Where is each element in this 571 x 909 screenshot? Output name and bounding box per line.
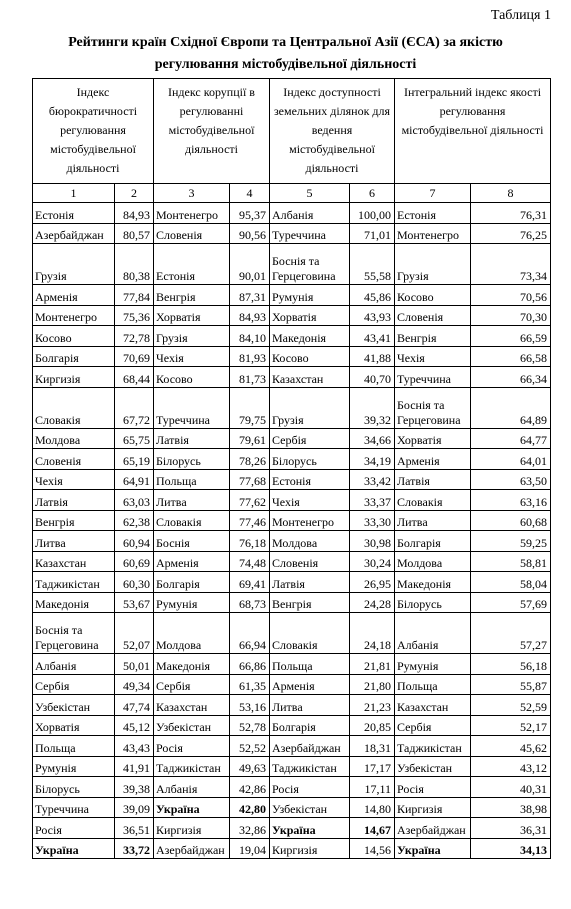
score-cell: 14,56 <box>350 838 395 859</box>
score-cell: 80,38 <box>115 244 154 285</box>
country-cell: Латвія <box>154 428 230 449</box>
country-cell: Туреччина <box>395 367 471 388</box>
table-row <box>33 797 551 818</box>
score-cell: 34,66 <box>350 428 395 449</box>
score-cell: 43,41 <box>350 326 395 347</box>
col-number: 1 <box>33 184 115 203</box>
score-cell: 47,74 <box>115 695 154 716</box>
country-cell: Естонія <box>270 469 350 490</box>
country-cell: Литва <box>33 531 115 552</box>
score-cell: 95,37 <box>230 203 270 224</box>
col-number: 7 <box>395 184 471 203</box>
table-row <box>33 223 551 244</box>
country-cell: Монтенегро <box>395 223 471 244</box>
col-number: 8 <box>471 184 551 203</box>
country-cell: Арменія <box>270 674 350 695</box>
country-cell: Туреччина <box>270 223 350 244</box>
country-cell: Болгарія <box>154 572 230 593</box>
col-number: 2 <box>115 184 154 203</box>
score-cell: 14,80 <box>350 797 395 818</box>
score-cell: 20,85 <box>350 715 395 736</box>
country-cell: Киргизія <box>270 838 350 859</box>
table-row <box>33 305 551 326</box>
score-cell: 64,01 <box>471 449 551 470</box>
country-cell: Україна <box>154 797 230 818</box>
score-cell: 41,91 <box>115 756 154 777</box>
country-cell: Грузія <box>395 244 471 285</box>
score-cell: 65,19 <box>115 449 154 470</box>
country-cell: Таджикістан <box>395 736 471 757</box>
score-cell: 14,67 <box>350 818 395 839</box>
country-cell: Хорватія <box>395 428 471 449</box>
country-cell: Словенія <box>33 449 115 470</box>
country-cell: Росія <box>270 777 350 798</box>
country-cell: Узбекістан <box>154 715 230 736</box>
score-cell: 60,68 <box>471 510 551 531</box>
country-cell: Македонія <box>270 326 350 347</box>
score-cell: 53,67 <box>115 592 154 613</box>
score-cell: 63,50 <box>471 469 551 490</box>
table-row <box>33 346 551 367</box>
score-cell: 30,24 <box>350 551 395 572</box>
score-cell: 63,16 <box>471 490 551 511</box>
score-cell: 30,98 <box>350 531 395 552</box>
score-cell: 68,73 <box>230 592 270 613</box>
score-cell: 79,61 <box>230 428 270 449</box>
country-cell: Македонія <box>33 592 115 613</box>
country-cell: Хорватія <box>270 305 350 326</box>
score-cell: 73,34 <box>471 244 551 285</box>
score-cell: 76,18 <box>230 531 270 552</box>
score-cell: 52,07 <box>115 613 154 654</box>
score-cell: 36,31 <box>471 818 551 839</box>
score-cell: 52,59 <box>471 695 551 716</box>
country-cell: Польща <box>33 736 115 757</box>
score-cell: 84,93 <box>230 305 270 326</box>
score-cell: 21,81 <box>350 654 395 675</box>
country-cell: Естонія <box>154 244 230 285</box>
country-cell: Венгрія <box>154 285 230 306</box>
score-cell: 67,72 <box>115 387 154 428</box>
country-cell: Польща <box>154 469 230 490</box>
score-cell: 70,30 <box>471 305 551 326</box>
score-cell: 42,86 <box>230 777 270 798</box>
score-cell: 52,17 <box>471 715 551 736</box>
country-cell: Венгрія <box>270 592 350 613</box>
score-cell: 76,25 <box>471 223 551 244</box>
table-row <box>33 326 551 347</box>
score-cell: 90,56 <box>230 223 270 244</box>
col-number: 4 <box>230 184 270 203</box>
score-cell: 45,86 <box>350 285 395 306</box>
country-cell: Косово <box>270 346 350 367</box>
country-cell: Литва <box>270 695 350 716</box>
country-cell: Литва <box>395 510 471 531</box>
country-cell: Румунія <box>154 592 230 613</box>
header-corruption: Індекс корупції в регулюванні містобудівельної діяльності <box>154 79 270 184</box>
country-cell: Азербайджан <box>395 818 471 839</box>
rating-table <box>32 78 551 859</box>
country-cell: Арменія <box>395 449 471 470</box>
score-cell: 77,84 <box>115 285 154 306</box>
country-cell: Венгрія <box>395 326 471 347</box>
title-line-2: регулювання містобудівельної діяльності <box>154 57 417 72</box>
score-cell: 66,59 <box>471 326 551 347</box>
country-cell: Грузія <box>154 326 230 347</box>
score-cell: 52,52 <box>230 736 270 757</box>
score-cell: 41,88 <box>350 346 395 367</box>
score-cell: 24,28 <box>350 592 395 613</box>
score-cell: 60,69 <box>115 551 154 572</box>
country-cell: Сербія <box>154 674 230 695</box>
country-cell: Косово <box>395 285 471 306</box>
score-cell: 75,36 <box>115 305 154 326</box>
country-cell: Узбекістан <box>395 756 471 777</box>
country-cell: Казахстан <box>154 695 230 716</box>
table-row <box>33 551 551 572</box>
table-row <box>33 674 551 695</box>
country-cell: Венгрія <box>33 510 115 531</box>
country-cell: Боснія та Герцеговина <box>33 613 115 654</box>
country-cell: Азербайджан <box>270 736 350 757</box>
country-cell: Словакія <box>395 490 471 511</box>
table-row <box>33 572 551 593</box>
score-cell: 19,04 <box>230 838 270 859</box>
table-row <box>33 838 551 859</box>
country-cell: Македонія <box>395 572 471 593</box>
score-cell: 84,10 <box>230 326 270 347</box>
score-cell: 72,78 <box>115 326 154 347</box>
country-cell: Литва <box>154 490 230 511</box>
country-cell: Албанія <box>395 613 471 654</box>
score-cell: 39,09 <box>115 797 154 818</box>
country-cell: Узбекістан <box>270 797 350 818</box>
score-cell: 34,19 <box>350 449 395 470</box>
score-cell: 55,87 <box>471 674 551 695</box>
country-cell: Арменія <box>154 551 230 572</box>
score-cell: 56,18 <box>471 654 551 675</box>
table-row <box>33 449 551 470</box>
country-cell: Монтенегро <box>270 510 350 531</box>
score-cell: 64,89 <box>471 387 551 428</box>
header-land-access: Індекс доступності земельних ділянок для ведення містобудівельної діяльності <box>270 79 395 184</box>
score-cell: 43,93 <box>350 305 395 326</box>
country-cell: Україна <box>270 818 350 839</box>
country-cell: Азербайджан <box>33 223 115 244</box>
country-cell: Польща <box>270 654 350 675</box>
table-row <box>33 531 551 552</box>
country-cell: Албанія <box>33 654 115 675</box>
title-line-1: Рейтинги країн Східної Європи та Центральної Азії (ЄСА) за якістю <box>68 35 503 50</box>
country-cell: Косово <box>154 367 230 388</box>
table-row <box>33 244 551 285</box>
country-cell: Азербайджан <box>154 838 230 859</box>
country-cell: Білорусь <box>154 449 230 470</box>
country-cell: Боснія та Герцеговина <box>395 387 471 428</box>
table-row <box>33 428 551 449</box>
country-cell: Латвія <box>33 490 115 511</box>
country-cell: Білорусь <box>395 592 471 613</box>
table-row <box>33 490 551 511</box>
country-cell: Румунія <box>395 654 471 675</box>
score-cell: 45,12 <box>115 715 154 736</box>
country-cell: Румунія <box>270 285 350 306</box>
country-cell: Латвія <box>270 572 350 593</box>
score-cell: 69,41 <box>230 572 270 593</box>
score-cell: 63,03 <box>115 490 154 511</box>
country-cell: Молдова <box>154 613 230 654</box>
score-cell: 80,57 <box>115 223 154 244</box>
country-cell: Росія <box>154 736 230 757</box>
country-cell: Хорватія <box>33 715 115 736</box>
country-cell: Білорусь <box>270 449 350 470</box>
country-cell: Монтенегро <box>154 203 230 224</box>
score-cell: 33,42 <box>350 469 395 490</box>
country-cell: Таджикістан <box>154 756 230 777</box>
table-row <box>33 613 551 654</box>
country-cell: Росія <box>33 818 115 839</box>
country-cell: Албанія <box>270 203 350 224</box>
score-cell: 77,68 <box>230 469 270 490</box>
score-cell: 17,11 <box>350 777 395 798</box>
country-cell: Туреччина <box>33 797 115 818</box>
country-cell: Казахстан <box>395 695 471 716</box>
country-cell: Словенія <box>395 305 471 326</box>
score-cell: 38,98 <box>471 797 551 818</box>
score-cell: 42,80 <box>230 797 270 818</box>
country-cell: Румунія <box>33 756 115 777</box>
table-row <box>33 736 551 757</box>
country-cell: Грузія <box>33 244 115 285</box>
country-cell: Таджикістан <box>270 756 350 777</box>
country-cell: Арменія <box>33 285 115 306</box>
table-row <box>33 203 551 224</box>
score-cell: 70,69 <box>115 346 154 367</box>
score-cell: 100,00 <box>350 203 395 224</box>
country-cell: Болгарія <box>33 346 115 367</box>
country-cell: Туреччина <box>154 387 230 428</box>
table-row <box>33 469 551 490</box>
country-cell: Киргизія <box>154 818 230 839</box>
country-cell: Естонія <box>33 203 115 224</box>
country-cell: Македонія <box>154 654 230 675</box>
col-number: 5 <box>270 184 350 203</box>
score-cell: 71,01 <box>350 223 395 244</box>
header-integral: Інтегральний індекс якості регулювання містобудівельної діяльності <box>395 79 551 184</box>
score-cell: 33,30 <box>350 510 395 531</box>
score-cell: 77,62 <box>230 490 270 511</box>
score-cell: 40,31 <box>471 777 551 798</box>
country-cell: Україна <box>395 838 471 859</box>
score-cell: 39,32 <box>350 387 395 428</box>
table-row <box>33 818 551 839</box>
score-cell: 21,23 <box>350 695 395 716</box>
score-cell: 43,12 <box>471 756 551 777</box>
country-cell: Польща <box>395 674 471 695</box>
country-cell: Албанія <box>154 777 230 798</box>
country-cell: Косово <box>33 326 115 347</box>
score-cell: 33,72 <box>115 838 154 859</box>
score-cell: 59,25 <box>471 531 551 552</box>
score-cell: 81,73 <box>230 367 270 388</box>
document-title <box>20 32 551 76</box>
country-cell: Молдова <box>33 428 115 449</box>
table-row <box>33 367 551 388</box>
country-cell: Узбекістан <box>33 695 115 716</box>
score-cell: 57,69 <box>471 592 551 613</box>
country-cell: Словакія <box>154 510 230 531</box>
table-label: Таблиця 1 <box>490 8 551 23</box>
score-cell: 43,43 <box>115 736 154 757</box>
country-cell: Хорватія <box>154 305 230 326</box>
score-cell: 87,31 <box>230 285 270 306</box>
score-cell: 60,94 <box>115 531 154 552</box>
score-cell: 50,01 <box>115 654 154 675</box>
table-row <box>33 756 551 777</box>
country-cell: Словакія <box>270 613 350 654</box>
country-cell: Україна <box>33 838 115 859</box>
country-cell: Монтенегро <box>33 305 115 326</box>
score-cell: 49,34 <box>115 674 154 695</box>
header-row <box>33 79 551 184</box>
country-cell: Боснія та Герцеговина <box>270 244 350 285</box>
score-cell: 62,38 <box>115 510 154 531</box>
country-cell: Молдова <box>270 531 350 552</box>
score-cell: 90,01 <box>230 244 270 285</box>
country-cell: Грузія <box>270 387 350 428</box>
header-bureaucracy: Індекс бюрократичності регулювання містобудівельної діяльності <box>33 79 154 184</box>
country-cell: Словакія <box>33 387 115 428</box>
score-cell: 55,58 <box>350 244 395 285</box>
country-cell: Киргизія <box>395 797 471 818</box>
country-cell: Чехія <box>270 490 350 511</box>
score-cell: 68,44 <box>115 367 154 388</box>
country-cell: Сербія <box>270 428 350 449</box>
score-cell: 32,86 <box>230 818 270 839</box>
country-cell: Болгарія <box>395 531 471 552</box>
col-number: 6 <box>350 184 395 203</box>
score-cell: 45,62 <box>471 736 551 757</box>
score-cell: 21,80 <box>350 674 395 695</box>
score-cell: 58,81 <box>471 551 551 572</box>
country-cell: Латвія <box>395 469 471 490</box>
score-cell: 79,75 <box>230 387 270 428</box>
country-cell: Болгарія <box>270 715 350 736</box>
score-cell: 64,91 <box>115 469 154 490</box>
country-cell: Естонія <box>395 203 471 224</box>
country-cell: Білорусь <box>33 777 115 798</box>
score-cell: 66,58 <box>471 346 551 367</box>
score-cell: 18,31 <box>350 736 395 757</box>
score-cell: 26,95 <box>350 572 395 593</box>
table-row <box>33 510 551 531</box>
score-cell: 77,46 <box>230 510 270 531</box>
table-row <box>33 777 551 798</box>
country-cell: Киргизія <box>33 367 115 388</box>
score-cell: 39,38 <box>115 777 154 798</box>
score-cell: 70,56 <box>471 285 551 306</box>
score-cell: 66,86 <box>230 654 270 675</box>
country-cell: Боснія <box>154 531 230 552</box>
country-cell: Чехія <box>154 346 230 367</box>
score-cell: 60,30 <box>115 572 154 593</box>
table-row <box>33 387 551 428</box>
score-cell: 61,35 <box>230 674 270 695</box>
score-cell: 33,37 <box>350 490 395 511</box>
country-cell: Казахстан <box>270 367 350 388</box>
table-row <box>33 654 551 675</box>
score-cell: 78,26 <box>230 449 270 470</box>
table-row <box>33 592 551 613</box>
table-row <box>33 715 551 736</box>
country-cell: Чехія <box>395 346 471 367</box>
country-cell: Таджикістан <box>33 572 115 593</box>
score-cell: 17,17 <box>350 756 395 777</box>
score-cell: 76,31 <box>471 203 551 224</box>
score-cell: 49,63 <box>230 756 270 777</box>
score-cell: 40,70 <box>350 367 395 388</box>
score-cell: 57,27 <box>471 613 551 654</box>
country-cell: Словенія <box>154 223 230 244</box>
score-cell: 53,16 <box>230 695 270 716</box>
score-cell: 66,34 <box>471 367 551 388</box>
score-cell: 74,48 <box>230 551 270 572</box>
score-cell: 81,93 <box>230 346 270 367</box>
score-cell: 36,51 <box>115 818 154 839</box>
score-cell: 34,13 <box>471 838 551 859</box>
country-cell: Молдова <box>395 551 471 572</box>
score-cell: 52,78 <box>230 715 270 736</box>
country-cell: Казахстан <box>33 551 115 572</box>
country-cell: Сербія <box>33 674 115 695</box>
score-cell: 58,04 <box>471 572 551 593</box>
country-cell: Сербія <box>395 715 471 736</box>
country-cell: Росія <box>395 777 471 798</box>
score-cell: 64,77 <box>471 428 551 449</box>
column-number-row <box>33 184 551 203</box>
score-cell: 66,94 <box>230 613 270 654</box>
country-cell: Словенія <box>270 551 350 572</box>
table-row <box>33 695 551 716</box>
score-cell: 24,18 <box>350 613 395 654</box>
country-cell: Чехія <box>33 469 115 490</box>
score-cell: 84,93 <box>115 203 154 224</box>
table-row <box>33 285 551 306</box>
col-number: 3 <box>154 184 230 203</box>
score-cell: 65,75 <box>115 428 154 449</box>
